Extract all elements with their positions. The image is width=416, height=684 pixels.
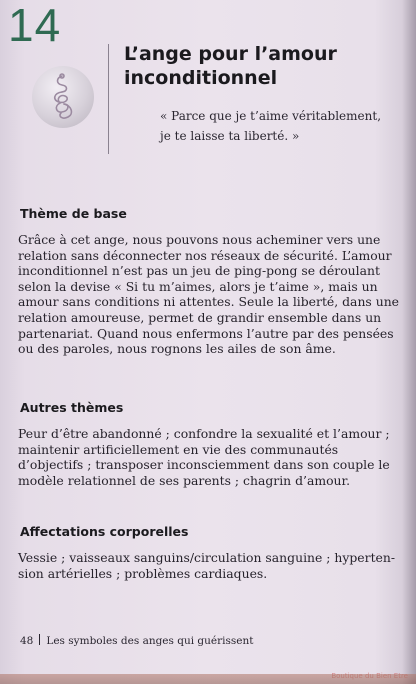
section-heading-theme-de-base: Thème de base xyxy=(20,206,127,221)
angel-symbol-icon xyxy=(32,66,94,128)
section-text-affectations-corporelles: Vessie ; vaisseaux sanguins/circulation sanguine ; hyperten- sion artérielles ; problèmes cardiaques. xyxy=(18,550,396,581)
footer-separator xyxy=(39,634,40,645)
section-text-theme-de-base: Grâce à cet ange, nous pouvons nous acheminer vers une relation sans déconnecter nos réseaux de sécurité. L’amour inconditionnel n’est pas un jeu de ping-pong se déroulant selon la devise « Si tu m’aimes, alors je t’aime », mais un amour sans conditions ni attentes. Seule la liberté, dans une relation amoureuse, permet de grandir ensemble dans un partenariat. Quand nous enfermons l’autre par des pensées ou des paroles, nous rognons les ailes de son âme. xyxy=(18,232,400,357)
section-text-autres-themes: Peur d’être abandonné ; confondre la sexualité et l’amour ; maintenir artificiellement en vie des communautés d’objectifs ; transposer inconsciemment dans son couple le modèle relationnel de ses parents ; chagrin d’amour. xyxy=(18,426,390,488)
quote-line-2: je te laisse ta liberté. » xyxy=(160,129,300,143)
chapter-quote xyxy=(160,106,400,146)
page-edge-shadow xyxy=(402,0,416,684)
section-heading-autres-themes: Autres thèmes xyxy=(20,400,124,415)
page-footer xyxy=(20,634,253,647)
quote-line-1: « Parce que je t’aime véritablement, xyxy=(160,109,382,123)
section-heading-affectations-corporelles: Affectations corporelles xyxy=(20,524,189,539)
page-number: 48 xyxy=(20,635,34,647)
chapter-number: 14 xyxy=(8,0,62,51)
bottom-surface-strip xyxy=(0,674,416,684)
chapter-title: L’ange pour l’amour inconditionnel xyxy=(124,43,337,89)
book-title: Les symboles des anges qui guérissent xyxy=(46,635,254,647)
header-divider xyxy=(108,44,109,154)
angel-seal-image xyxy=(32,66,94,128)
